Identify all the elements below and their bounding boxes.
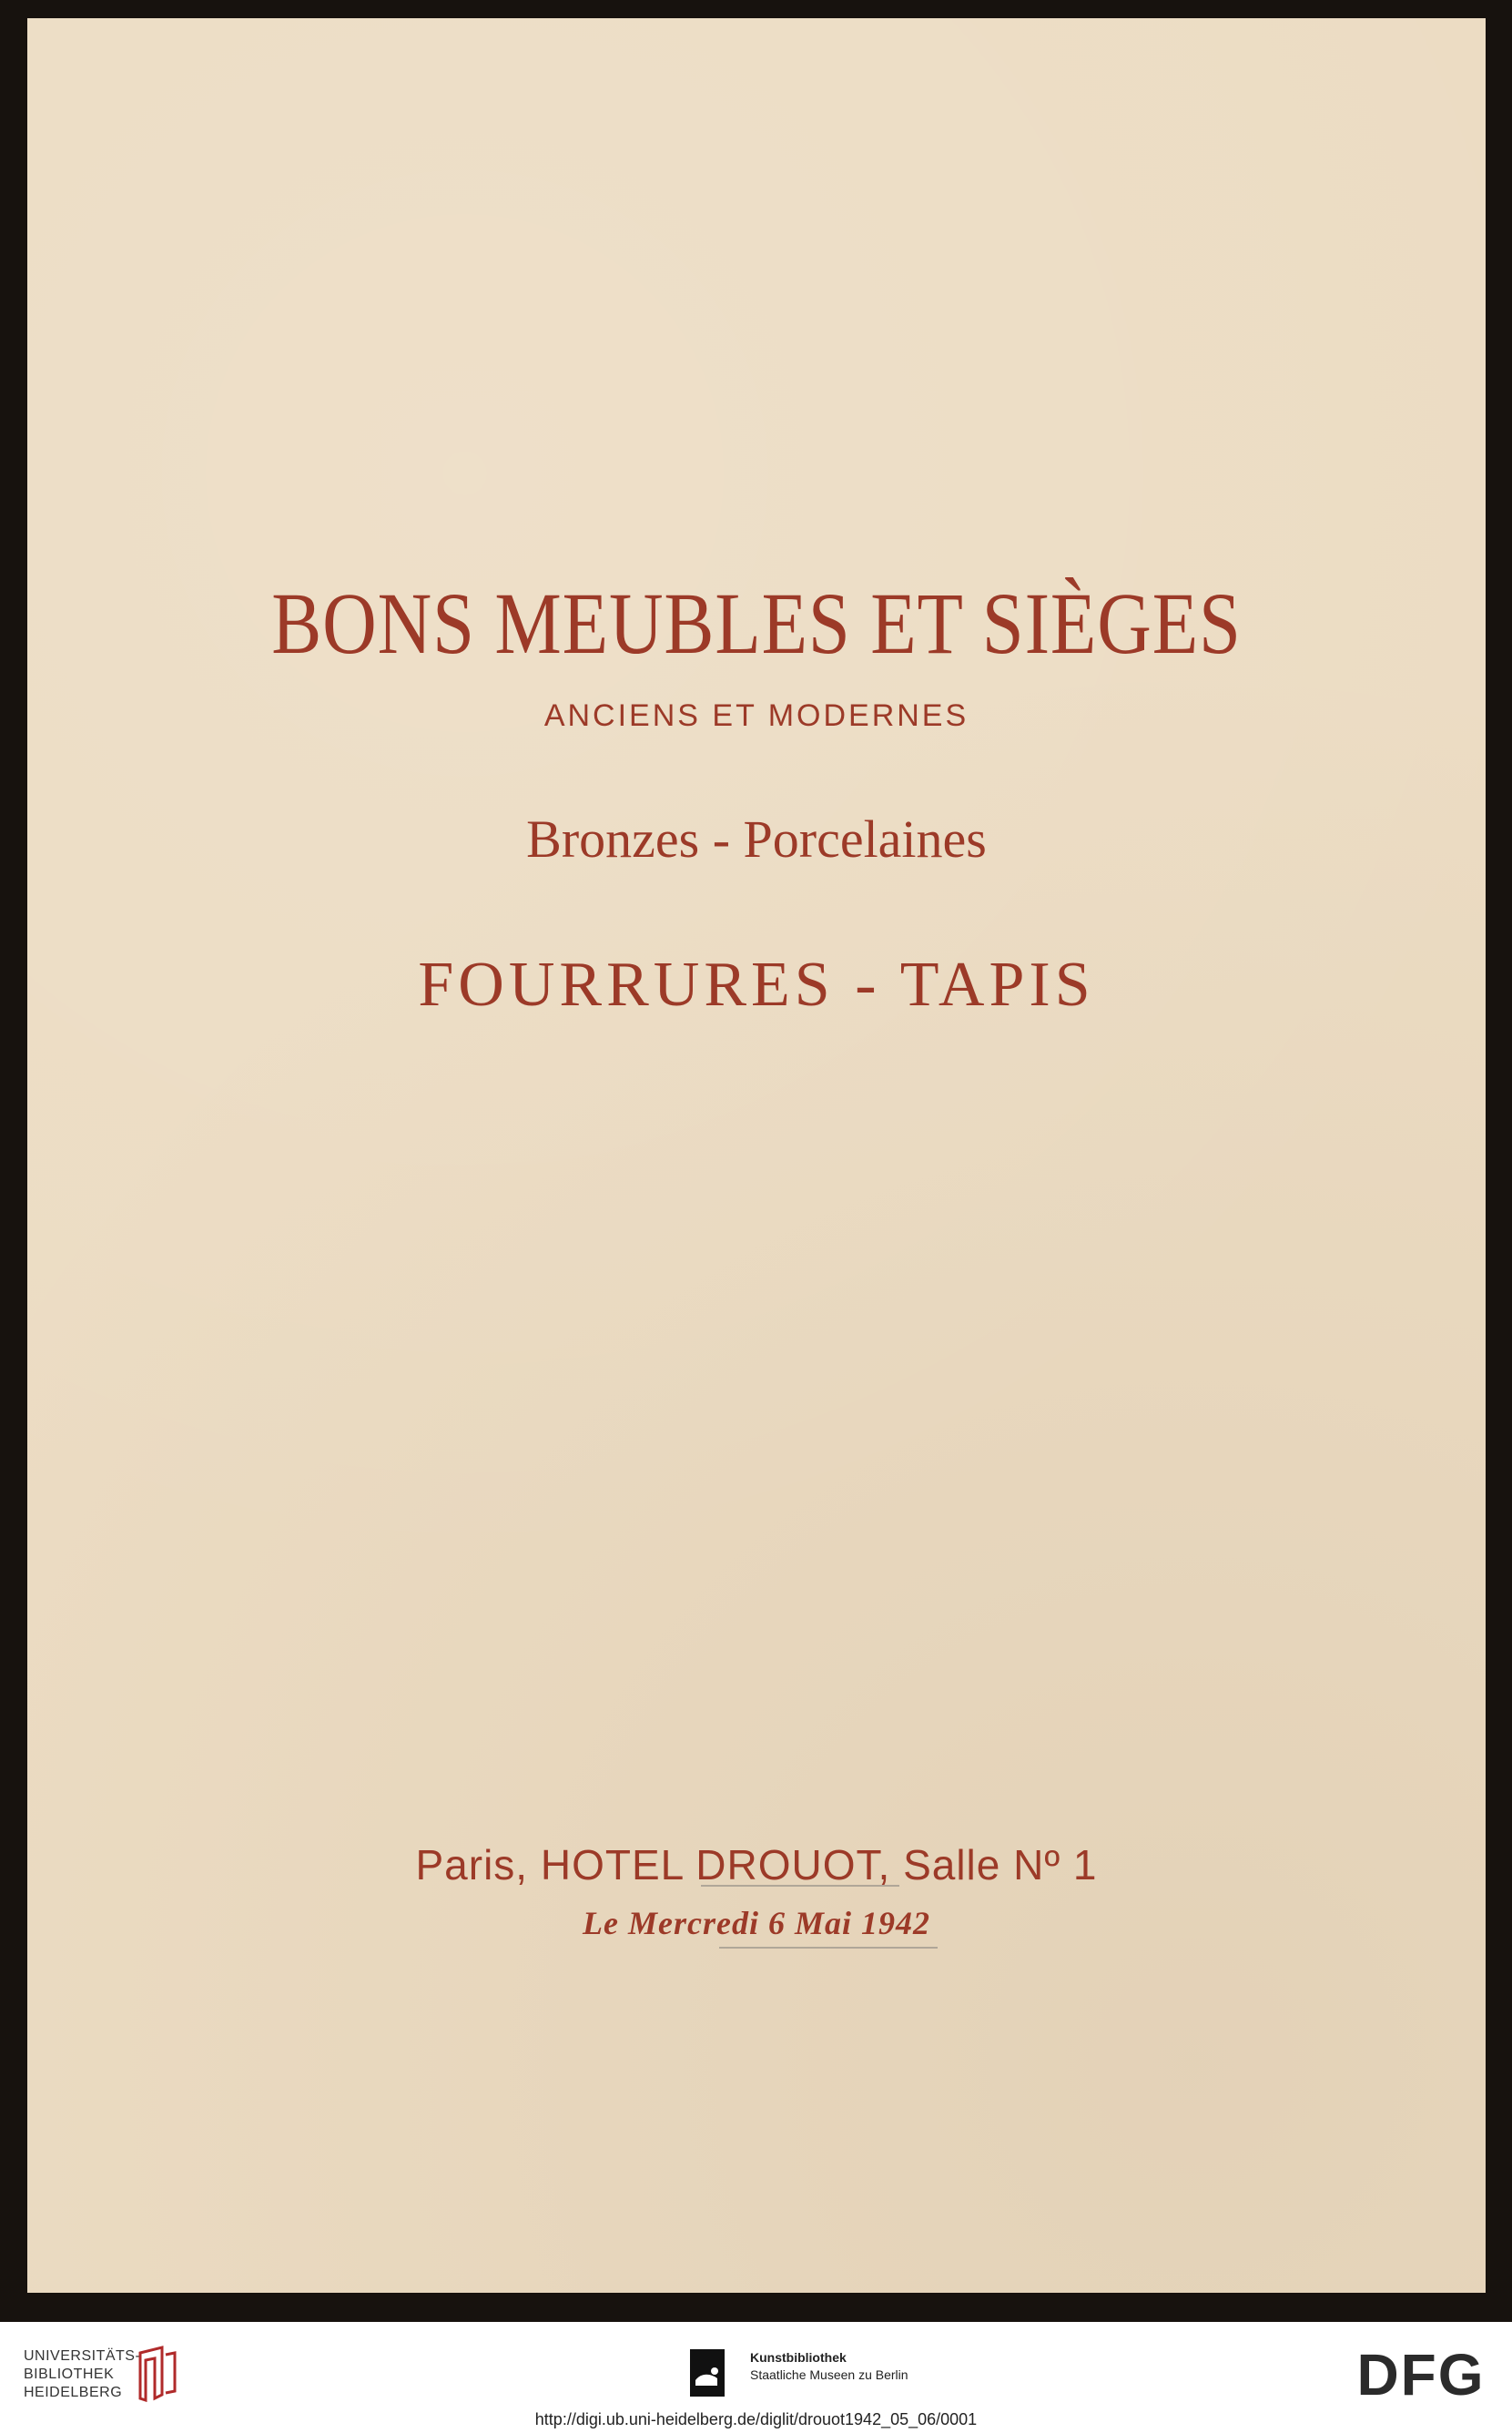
sale-date: Le Mercredi 6 Mai 1942	[583, 1905, 930, 1941]
footer-bar	[0, 2322, 1512, 2433]
pencil-underline-lower	[719, 1947, 938, 1949]
cover-subtitle: ANCIENS ET MODERNES	[543, 698, 969, 733]
cover-title: BONS MEUBLES ET SIÈGES	[271, 575, 1242, 672]
heidelberg-library-logo-icon	[135, 2346, 180, 2402]
library-name-line: BIBLIOTHEK	[24, 2367, 115, 2382]
partner-subtitle: Staatliche Museen zu Berlin	[750, 2367, 908, 2382]
library-name-line: UNIVERSITÄTS-	[24, 2348, 141, 2364]
heidelberg-library-name	[24, 2347, 140, 2402]
dfg-logo-text: DFG	[1356, 2342, 1486, 2406]
partner-name: Kunstbibliothek	[750, 2350, 847, 2365]
kunstbibliothek-logo-icon	[690, 2349, 725, 2397]
cover-categories-line: Bronzes - Porcelaines	[526, 809, 987, 869]
cover-furs-carpets-line: FOURRURES - TAPIS	[418, 950, 1095, 1020]
dfg-logo-icon	[1345, 2342, 1497, 2406]
sale-venue: Paris, HOTEL DROUOT, Salle Nº 1	[415, 1841, 1098, 1888]
permalink-url[interactable]: http://digi.ub.uni-heidelberg.de/diglit/drouot1942_05_06/0001	[534, 2410, 978, 2428]
partner-institution	[750, 2349, 908, 2384]
pencil-underline-upper	[701, 1885, 899, 1887]
library-name-line: HEIDELBERG	[24, 2385, 123, 2400]
catalogue-cover	[27, 18, 1486, 2293]
